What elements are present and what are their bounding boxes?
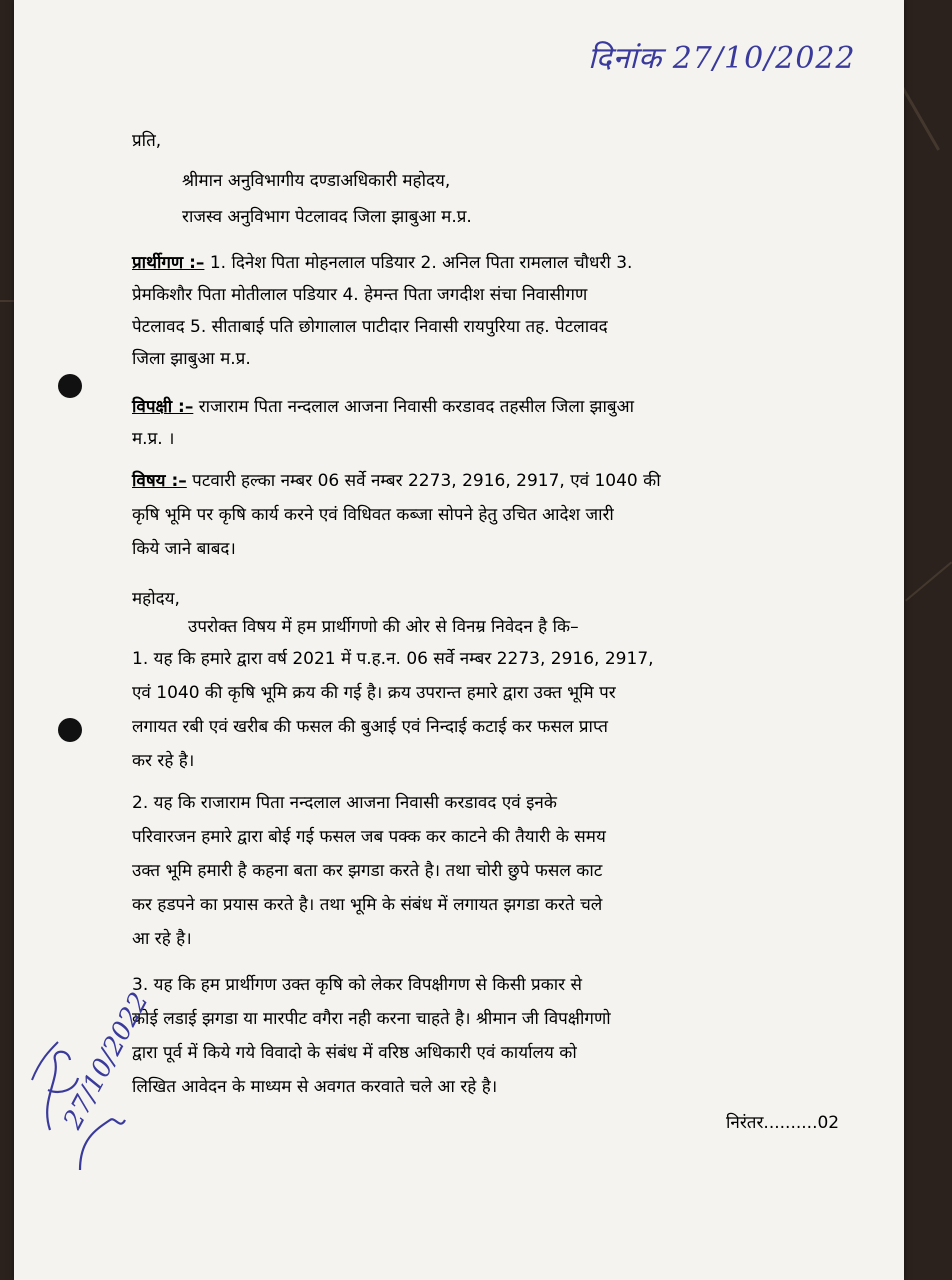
para2-line-2: परिवारजन हमारे द्वारा बोई गई फसल जब पक्क कर काटने की तैयारी के समय <box>132 827 606 847</box>
applicants-text: 1. दिनेश पिता मोहनलाल पडियार 2. अनिल पिता रामलाल चौधरी 3. <box>204 253 633 273</box>
para1-line-3: लगायत रबी एवं खरीब की फसल की बुआई एवं निन्दाई कटाई कर फसल प्राप्त <box>132 717 608 737</box>
applicants-line-1 <box>132 252 632 274</box>
to-line: प्रति, <box>132 131 162 151</box>
subject-label: विषय :– <box>132 471 187 491</box>
para1-line-1: 1. यह कि हमारे द्वारा वर्ष 2021 में प.ह.न. 06 सर्वे नम्बर 2273, 2916, 2917, <box>132 649 654 669</box>
addressee-line-1: श्रीमान अनुविभागीय दण्डाअधिकारी महोदय, <box>182 171 451 191</box>
punch-hole-bottom <box>58 718 82 742</box>
para2-line-4: कर हडपने का प्रयास करते है। तथा भूमि के संबंध में लगायत झगडा करते चले <box>132 895 603 915</box>
respondent-line-2: म.प्र. । <box>132 429 175 449</box>
punch-hole-top <box>58 374 82 398</box>
para1-line-4: कर रहे है। <box>132 751 195 771</box>
respondent-label: विपक्षी :– <box>132 397 194 417</box>
salutation: महोदय, <box>132 589 180 609</box>
subject-line-2: कृषि भूमि पर कृषि कार्य करने एवं विधिवत कब्जा सोपने हेतु उचित आदेश जारी <box>132 505 614 525</box>
para3-line-4: लिखित आवेदन के माध्यम से अवगत करवाते चले आ रहे है। <box>132 1077 498 1097</box>
para3-line-2: कोई लडाई झगडा या मारपीट वगैरा नही करना चाहते है। श्रीमान जी विपक्षीगणो <box>132 1009 611 1029</box>
intro-line: उपरोक्त विषय में हम प्रार्थीगणो की ओर से विनम्र निवेदन है कि– <box>188 617 579 637</box>
applicants-line-3: पेटलावद 5. सीताबाई पति छोगालाल पाटीदार निवासी रायपुरिया तह. पेटलावद <box>132 317 608 337</box>
para2-line-1: 2. यह कि राजाराम पिता नन्दलाल आजना निवासी करडावद एवं इनके <box>132 793 557 813</box>
subject-line-3: किये जाने बाबद। <box>132 539 236 559</box>
subject-line-1 <box>132 470 661 492</box>
para3-line-1: 3. यह कि हम प्रार्थीगण उक्त कृषि को लेकर विपक्षीगण से किसी प्रकार से <box>132 975 582 995</box>
para2-line-5: आ रहे है। <box>132 929 192 949</box>
applicants-line-4: जिला झाबुआ म.प्र. <box>132 349 251 369</box>
subject-text: पटवारी हल्का नम्बर 06 सर्वे नम्बर 2273, 2916, 2917, एवं 1040 की <box>186 471 661 491</box>
continued-note: निरंतर..........02 <box>726 1113 840 1133</box>
applicants-label: प्रार्थीगण :– <box>132 253 205 273</box>
handwritten-date: दिनांक 27/10/2022 <box>588 41 856 76</box>
para1-line-2: एवं 1040 की कृषि भूमि क्रय की गई है। क्रय उपरान्त हमारे द्वारा उक्त भूमि पर <box>132 683 616 703</box>
addressee-line-2: राजस्व अनुविभाग पेटलावद जिला झाबुआ म.प्र. <box>182 207 472 227</box>
para3-line-3: द्वारा पूर्व में किये गये विवादो के संबंध में वरिष्ठ अधिकारी एवं कार्यालय को <box>132 1043 577 1063</box>
margin-date: 27/10/2022 <box>58 987 155 1135</box>
applicants-line-2: प्रेमकिशौर पिता मोतीलाल पडियार 4. हेमन्त पिता जगदीश संचा निवासीगण <box>132 285 588 305</box>
para2-line-3: उक्त भूमि हमारी है कहना बता कर झगडा करते है। तथा चोरी छुपे फसल काट <box>132 861 603 881</box>
respondent-text: राजाराम पिता नन्दलाल आजना निवासी करडावद तहसील जिला झाबुआ <box>193 397 634 417</box>
respondent-line-1 <box>132 396 634 418</box>
